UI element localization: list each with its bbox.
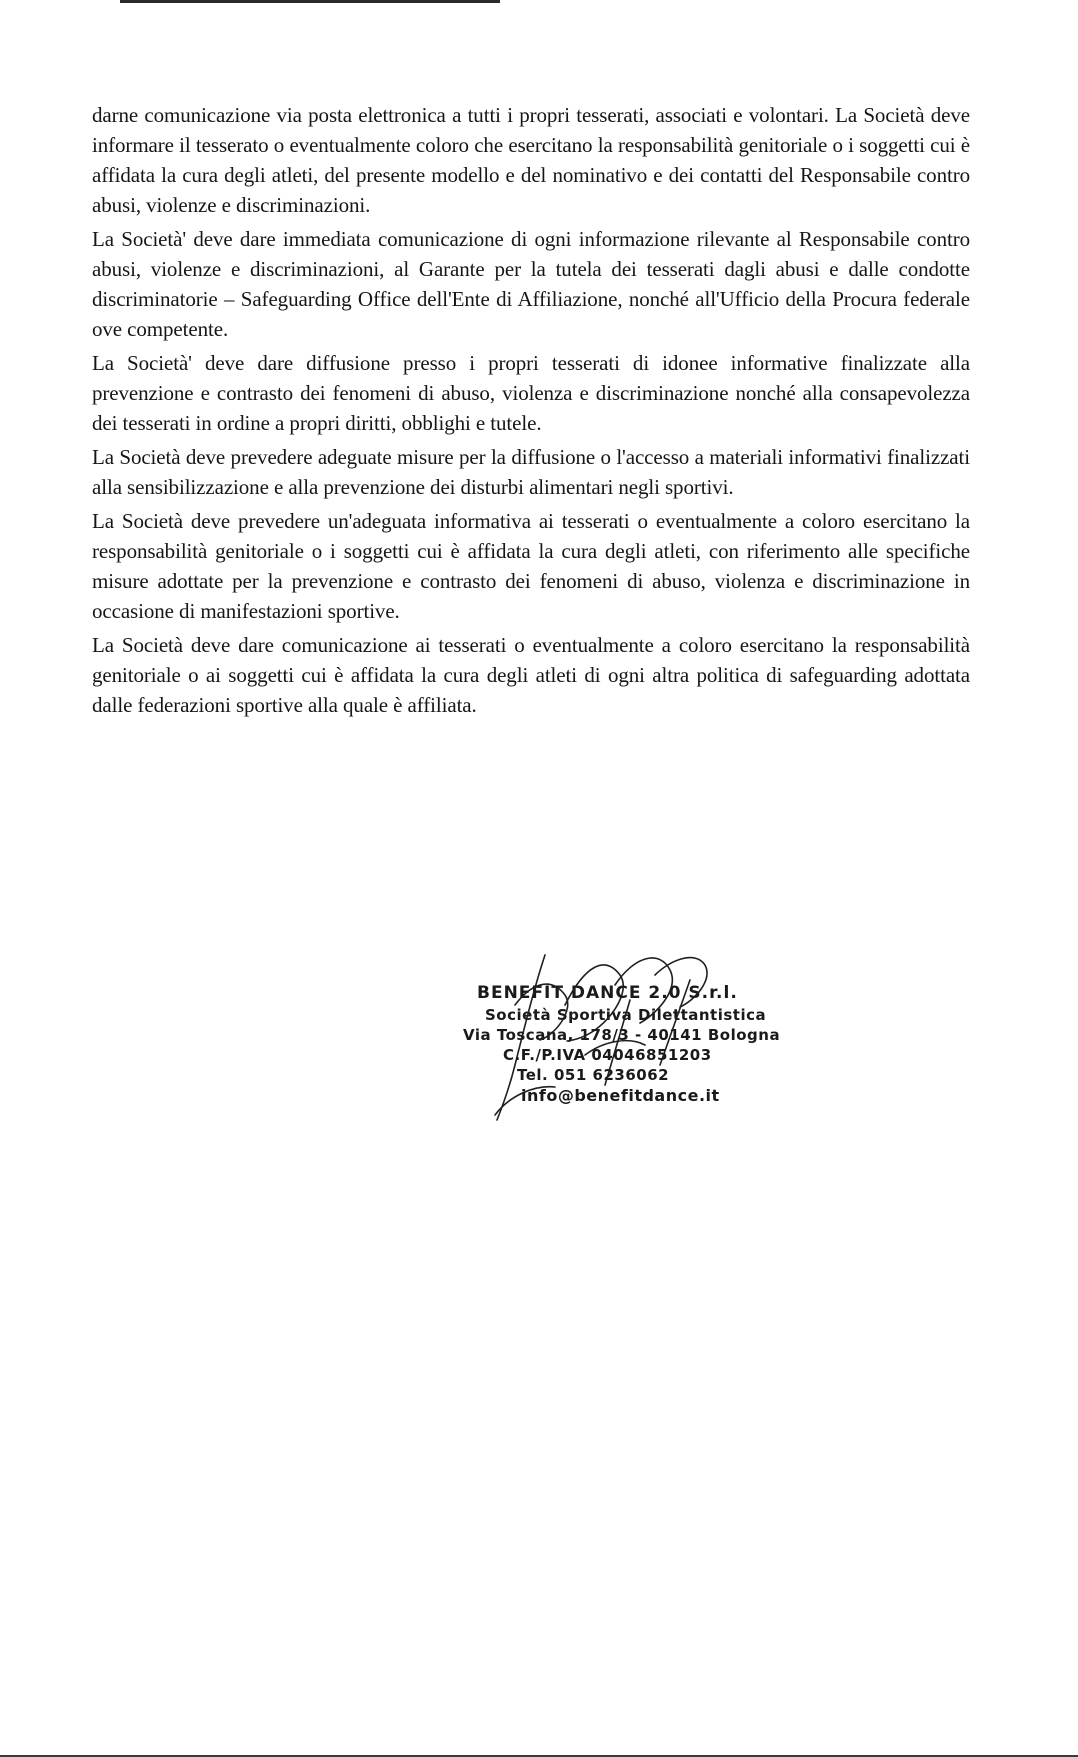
paragraph-immediate-communication: La Società' deve dare immediata comunicazione di ogni informazione rilevante al Responsabile contro abusi, violenze e discriminazioni, al Garante per la tutela dei tesserati dagli abusi e dalle condotte discriminatorie – Safeguarding Office dell'Ente di Affiliazione, nonché all'Ufficio della Procura federale ove competente. [92,227,970,341]
paragraph-events-information: La Società deve prevedere un'adeguata informativa ai tesserati o eventualmente a coloro esercitano la responsabilità genitoriale o i soggetti cui è affidata la cura degli atleti, con riferimento alle specifiche misure adottate per la prevenzione e contrasto dei fenomeni di abuso, violenza e discriminazione in occasione di manifestazioni sportive. [92,509,970,623]
paragraph-eating-disorders: La Società deve prevedere adeguate misure per la diffusione o l'accesso a materiali informativi finalizzati alla sensibilizzazione e alla prevenzione dei disturbi alimentari negli sportivi. [92,445,970,499]
document-body [92,100,970,724]
handwritten-signature [455,945,785,1135]
top-scan-edge [120,0,500,3]
paragraph-federation-policies: La Società deve dare comunicazione ai tesserati o eventualmente a coloro esercitano la responsabilità genitoriale o ai soggetti cui è affidata la cura degli atleti di ogni altra politica di safeguarding adottata dalle federazioni sportive alla quale è affiliata. [92,633,970,717]
paragraph-diffusion: La Società' deve dare diffusione presso i propri tesserati di idonee informative finalizzate alla prevenzione e contrasto dei fenomeni di abuso, violenza e discriminazione nonché alla consapevolezza dei tesserati in ordine a propri diritti, obblighi e tutele. [92,351,970,435]
stamp-company-type: Società Sportiva Dilettantistica [485,1006,767,1024]
paragraph-communication: darne comunicazione via posta elettronica a tutti i propri tesserati, associati e volontari. La Società deve informare il tesserato o eventualmente coloro che esercitano la responsabilità genitoriale o i soggetti cui è affidata la cura degli atleti, del presente modello e del nominativo e dei contatti del Responsabile contro abusi, violenze e discriminazioni. [92,103,970,217]
stamp-email: info@benefitdance.it [521,1086,720,1105]
stamp-address: Via Toscana, 178/3 - 40141 Bologna [463,1026,781,1044]
stamp-company-name: BENEFIT DANCE 2.0 S.r.l. [477,983,738,1003]
stamp-phone: Tel. 051 6236062 [517,1066,670,1084]
stamp-vat-number: C.F./P.IVA 04046851203 [503,1046,712,1064]
company-stamp [455,975,785,1125]
